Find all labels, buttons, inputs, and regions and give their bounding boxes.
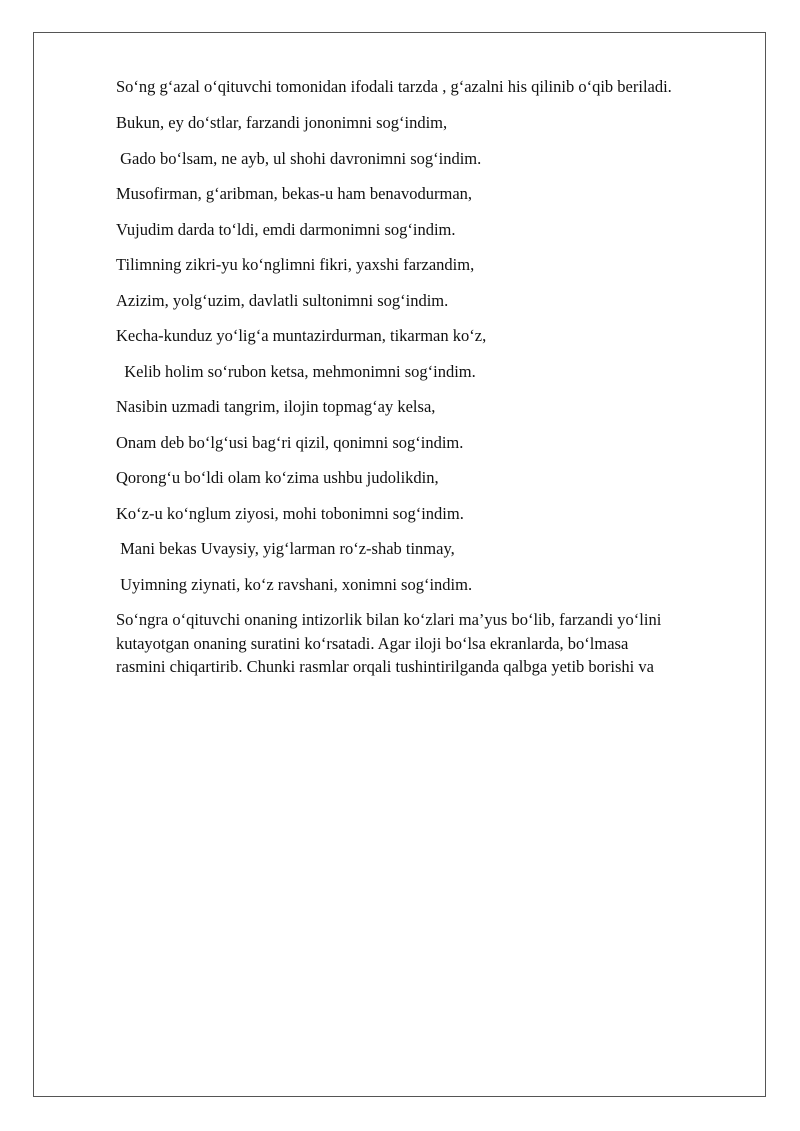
poem [116,111,676,608]
intro-paragraph: So‘ng g‘azal o‘qituvchi tomonidan ifodali tarzda , g‘azalni his qilinib o‘qib beriladi. [116,77,672,96]
poem-line: Bukun, ey do‘stlar, farzandi jononimni sog‘indim, [116,113,448,132]
poem-line: Uyimning ziynati, ko‘z ravshani, xonimni sog‘indim. [116,574,473,594]
poem-line: Qorong‘u bo‘ldi olam ko‘zima ushbu judolikdin, [116,468,439,487]
poem-line: Onam deb bo‘lg‘usi bag‘ri qizil, qonimni sog‘indim. [116,432,464,452]
poem-line: Kelib holim so‘rubon ketsa, mehmonimni sog‘indim. [116,361,476,381]
poem-line: Kecha-kunduz yo‘lig‘a muntazirdurman, tikarman ko‘z, [116,326,487,345]
poem-line: Mani bekas Uvaysiy, yig‘larman ro‘z-shab tinmay, [116,539,455,558]
poem-line: Azizim, yolg‘uzim, davlatli sultonimni sog‘indim. [116,290,449,310]
poem-line: Ko‘z-u ko‘nglum ziyosi, mohi tobonimni sog‘indim. [116,503,464,523]
document-page [33,32,766,1097]
poem-line: Vujudim darda to‘ldi, emdi darmonimni sog‘indim. [116,219,456,239]
poem-line: Nasibin uzmadi tangrim, ilojin topmag‘ay kelsa, [116,397,436,416]
page-content [116,75,676,679]
poem-line: Musofirman, g‘aribman, bekas-u ham benavodurman, [116,184,473,203]
outro-paragraph: So‘ngra o‘qituvchi onaning intizorlik bilan ko‘zlari ma’yus bo‘lib, farzandi yo‘lini kutayotgan onaning suratini ko‘rsatadi. Agar iloji bo‘lsa ekranlarda, bo‘lmasa rasmini chiqartirib. Chunki rasmlar orqali tushintirilganda qalbga yetib borishi va [116,610,662,676]
poem-line: Gado bo‘lsam, ne ayb, ul shohi davronimni sog‘indim. [116,148,482,168]
poem-line: Tilimning zikri-yu ko‘nglimni fikri, yaxshi farzandim, [116,255,475,274]
